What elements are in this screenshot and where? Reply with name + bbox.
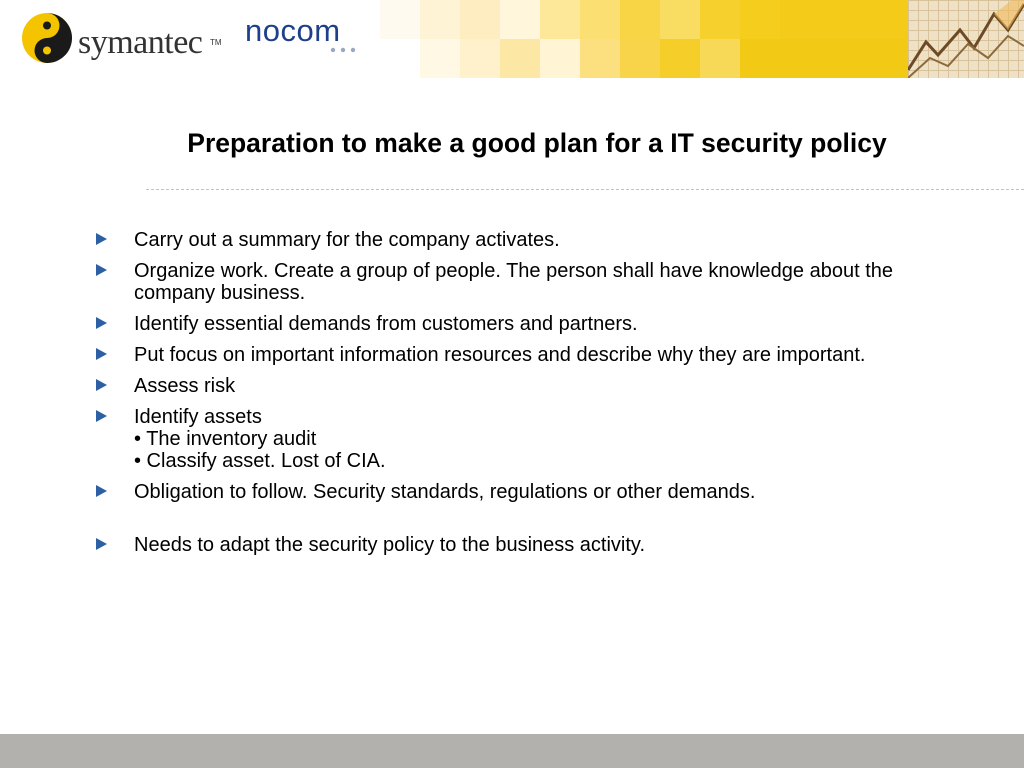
sub-bullet-text: • Classify asset. Lost of CIA. bbox=[134, 450, 386, 472]
bullet-arrow-icon bbox=[96, 348, 107, 360]
bullet-text: Organize work. Create a group of people. The person shall have knowledge about the company business. bbox=[134, 260, 894, 304]
bullet-text: Identify assets bbox=[134, 406, 262, 428]
bullet-arrow-icon bbox=[96, 485, 107, 497]
symantec-tm: TM bbox=[210, 38, 222, 47]
sub-bullet-text: • The inventory audit bbox=[134, 428, 317, 450]
bullet-arrow-icon bbox=[96, 379, 107, 391]
bullet-text: Assess risk bbox=[134, 375, 236, 397]
slide-title: Preparation to make a good plan for a IT security policy bbox=[187, 128, 887, 158]
stock-graph-image bbox=[908, 0, 1024, 78]
bullet-text: Carry out a summary for the company activates. bbox=[134, 229, 560, 251]
symantec-logo-icon bbox=[20, 12, 74, 64]
bullet-item bbox=[96, 344, 926, 366]
bullet-list bbox=[96, 229, 926, 565]
bullet-text: Obligation to follow. Security standards, regulations or other demands. bbox=[134, 481, 756, 503]
title-divider bbox=[146, 189, 1024, 190]
nocom-dots-icon bbox=[329, 46, 359, 54]
bullet-arrow-icon bbox=[96, 410, 107, 422]
bullet-text: Identify essential demands from customers and partners. bbox=[134, 313, 638, 335]
bullet-arrow-icon bbox=[96, 538, 107, 550]
nocom-logo-text: nocom bbox=[245, 13, 341, 48]
bullet-item bbox=[96, 229, 926, 251]
symantec-logo bbox=[20, 12, 230, 64]
banner-mosaic bbox=[380, 0, 910, 78]
bullet-arrow-icon bbox=[96, 264, 107, 276]
bullet-item bbox=[96, 260, 926, 304]
bullet-item bbox=[96, 313, 926, 335]
bullet-item bbox=[96, 481, 926, 503]
nocom-logo bbox=[245, 14, 341, 58]
bullet-arrow-icon bbox=[96, 233, 107, 245]
footer-bar bbox=[0, 734, 1024, 768]
bullet-item bbox=[96, 406, 926, 472]
header-banner bbox=[0, 0, 1024, 78]
bullet-text: Put focus on important information resources and describe why they are important. bbox=[134, 344, 866, 366]
symantec-logo-text: symantec bbox=[78, 24, 203, 61]
bullet-item bbox=[96, 375, 926, 397]
bullet-arrow-icon bbox=[96, 317, 107, 329]
bullet-item bbox=[96, 534, 926, 556]
bullet-text: Needs to adapt the security policy to the business activity. bbox=[134, 534, 646, 556]
